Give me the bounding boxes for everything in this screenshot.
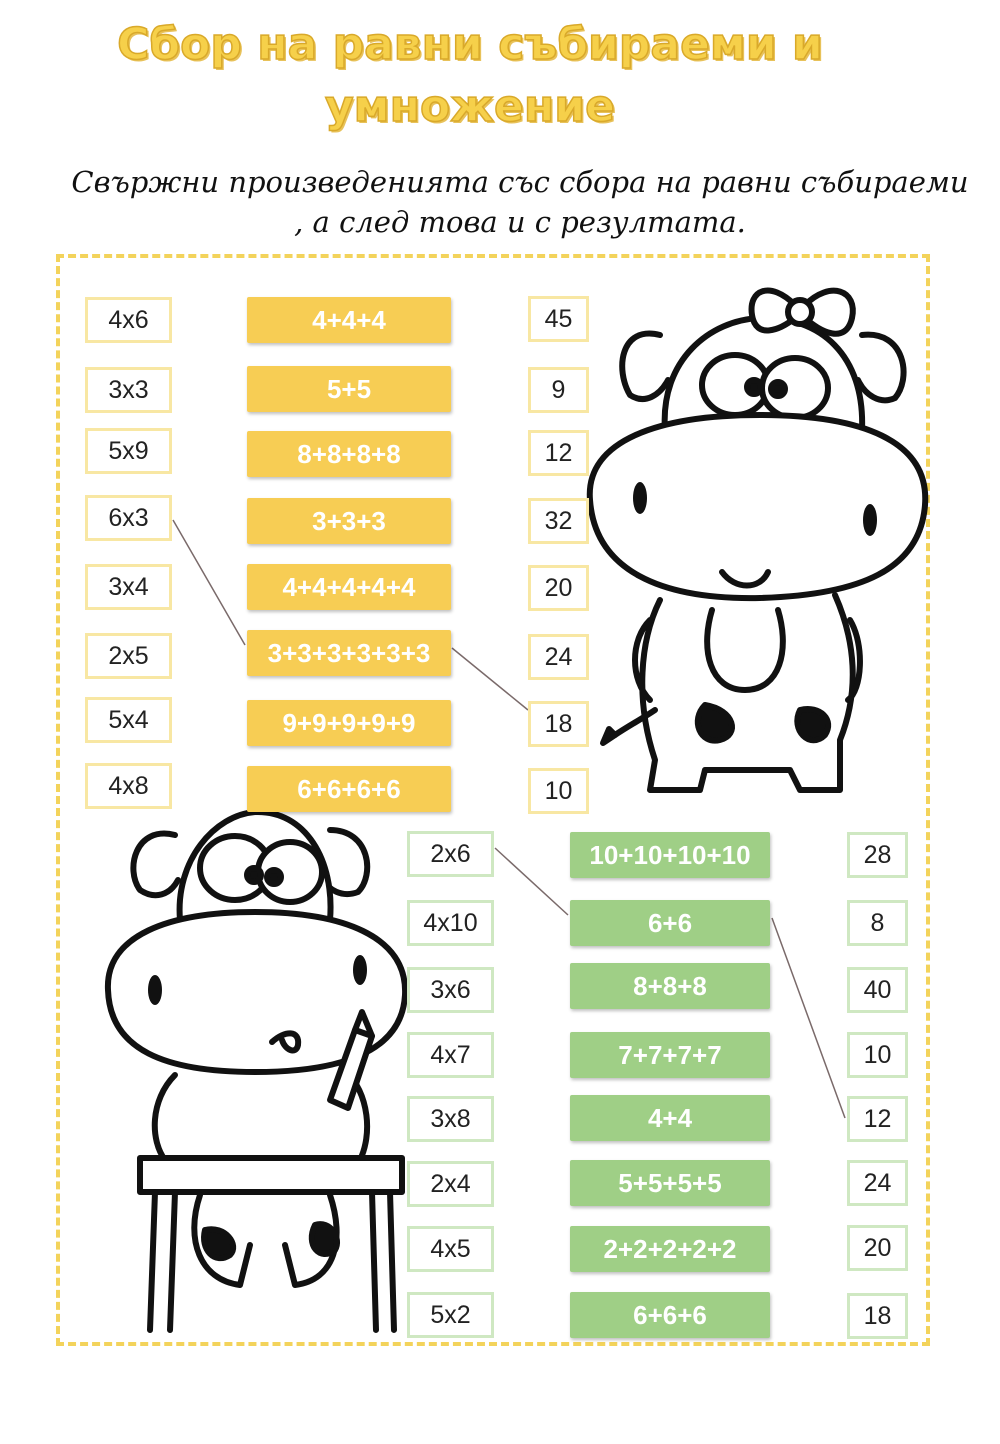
sum-bar[interactable]: 4+4+4+4+4 [247,564,451,610]
result-box[interactable]: 12 [847,1096,908,1142]
product-box[interactable]: 3x3 [85,367,172,413]
result-box[interactable]: 40 [847,967,908,1013]
result-box[interactable]: 45 [528,296,589,342]
sum-bar[interactable]: 6+6+6+6 [247,766,451,812]
result-box[interactable]: 8 [847,900,908,946]
result-box[interactable]: 12 [528,430,589,476]
product-box[interactable]: 3x6 [407,967,494,1013]
product-box[interactable]: 4x6 [85,297,172,343]
sum-bar[interactable]: 4+4 [570,1095,770,1141]
product-box[interactable]: 4x5 [407,1226,494,1272]
sum-bar[interactable]: 3+3+3 [247,498,451,544]
standing-cow-illustration [590,291,925,790]
result-box[interactable]: 9 [528,367,589,413]
instruction-text: Свържни произведенията със сбора на равни събираеми , а след това и с резултата. [71,165,969,239]
sum-bar[interactable]: 5+5+5+5 [570,1160,770,1206]
product-box[interactable]: 4x8 [85,763,172,809]
product-box[interactable]: 2x5 [85,633,172,679]
result-box[interactable]: 32 [528,498,589,544]
result-box[interactable]: 18 [528,701,589,747]
product-box[interactable]: 5x4 [85,697,172,743]
sum-bar[interactable]: 8+8+8+8 [247,431,451,477]
result-box[interactable]: 28 [847,832,908,878]
result-box[interactable]: 10 [847,1032,908,1078]
result-box[interactable]: 24 [528,634,589,680]
product-box[interactable]: 2x4 [407,1161,494,1207]
product-box[interactable]: 5x2 [407,1292,494,1338]
product-box[interactable]: 2x6 [407,831,494,877]
result-box[interactable]: 20 [847,1225,908,1271]
sum-bar[interactable]: 2+2+2+2+2 [570,1226,770,1272]
product-box[interactable]: 4x7 [407,1032,494,1078]
product-box[interactable]: 3x4 [85,564,172,610]
sum-bar[interactable]: 6+6 [570,900,770,946]
product-box[interactable]: 3x8 [407,1096,494,1142]
product-box[interactable]: 5x9 [85,428,172,474]
result-box[interactable]: 20 [528,565,589,611]
sum-bar[interactable]: 9+9+9+9+9 [247,700,451,746]
sum-bar[interactable]: 5+5 [247,366,451,412]
result-box[interactable]: 18 [847,1293,908,1339]
product-box[interactable]: 6x3 [85,495,172,541]
product-box[interactable]: 4x10 [407,900,494,946]
sitting-cow-illustration [108,812,405,1330]
sum-bar[interactable]: 4+4+4 [247,297,451,343]
result-box[interactable]: 10 [528,768,589,814]
sum-bar[interactable]: 6+6+6 [570,1292,770,1338]
worksheet-title: Сбор на равни събираеми и умножение [117,19,823,132]
sum-bar[interactable]: 7+7+7+7 [570,1032,770,1078]
result-box[interactable]: 24 [847,1160,908,1206]
sum-bar[interactable]: 3+3+3+3+3+3 [247,630,451,676]
sum-bar[interactable]: 10+10+10+10 [570,832,770,878]
sum-bar[interactable]: 8+8+8 [570,963,770,1009]
